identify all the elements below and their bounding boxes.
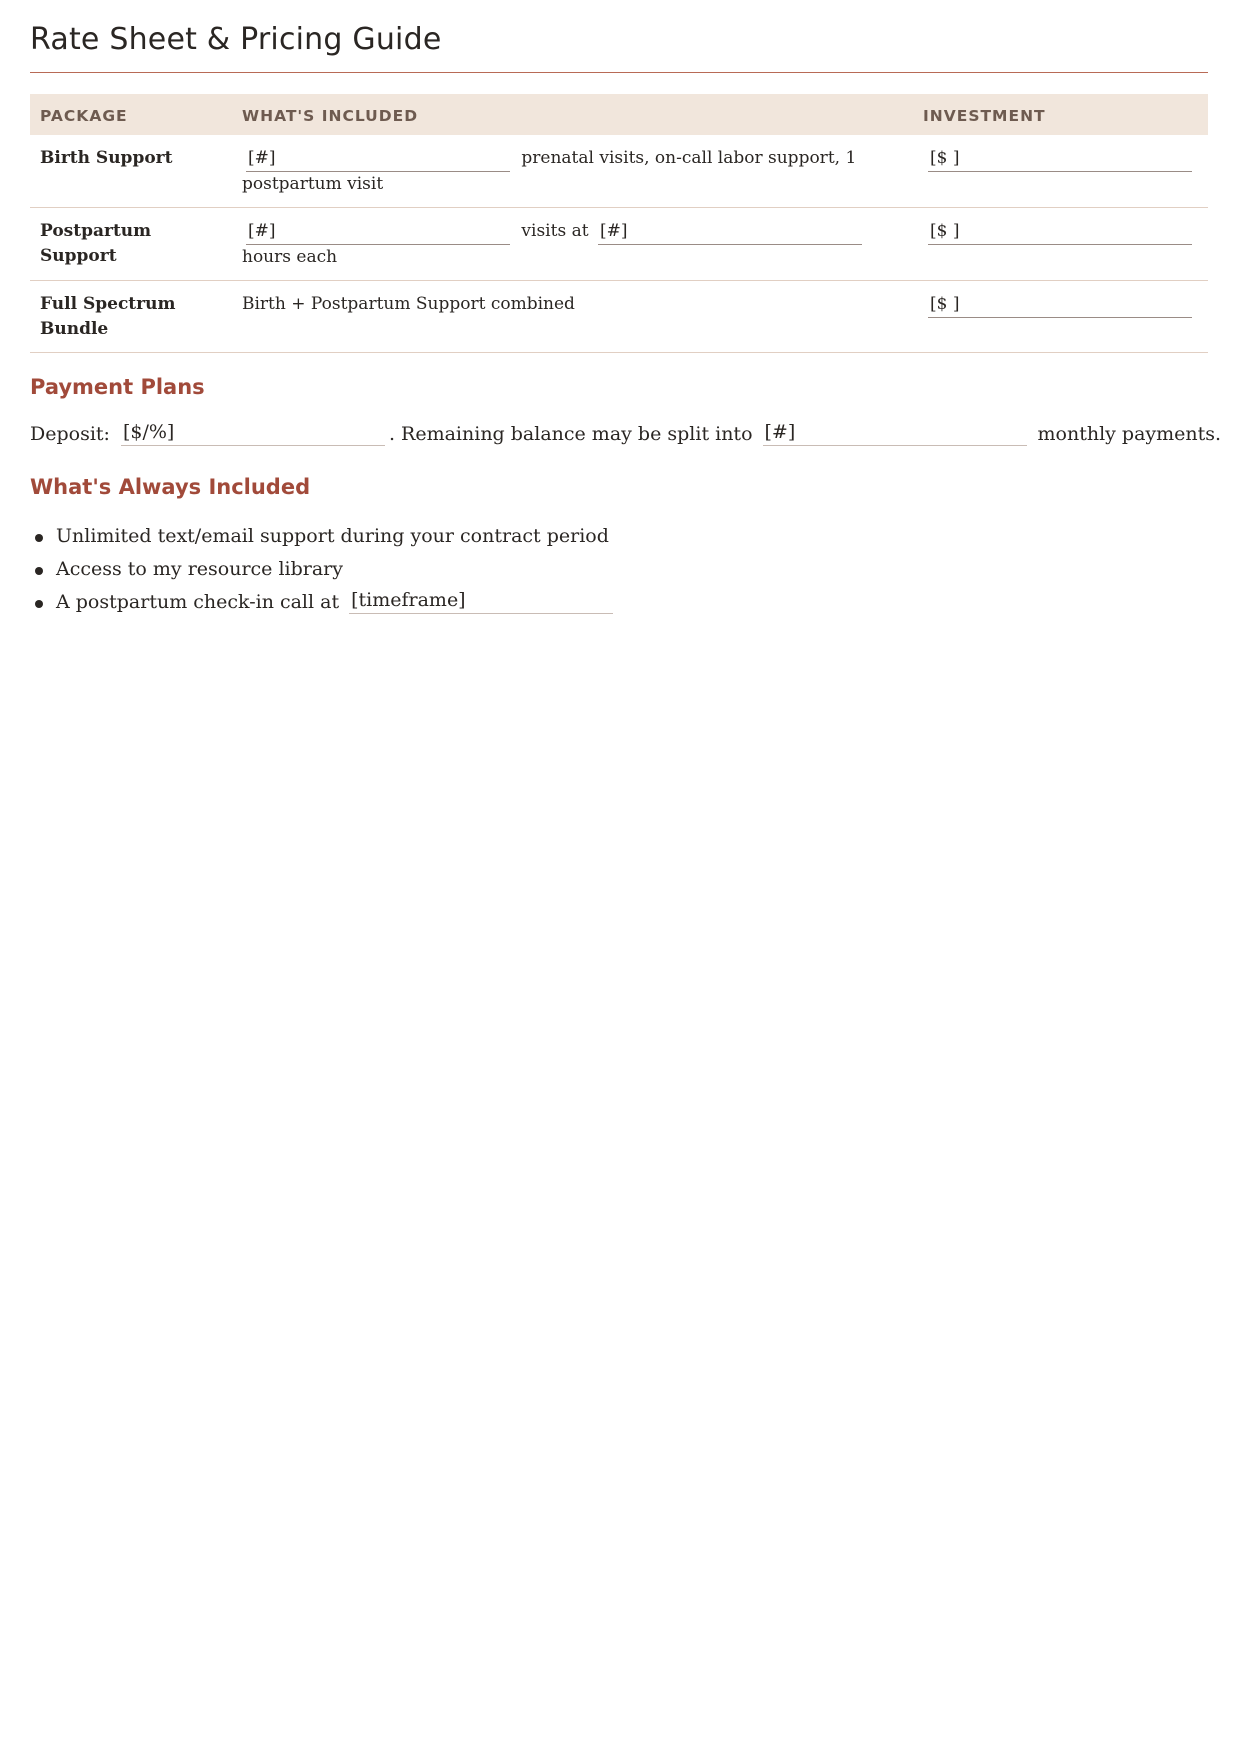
payment-count-field[interactable]: [#] xyxy=(763,420,1027,446)
package-name: Postpartum Support xyxy=(30,208,232,281)
table-header-row xyxy=(30,94,1208,135)
list-item xyxy=(30,588,1208,621)
postpartum-visit-count-field[interactable]: [#] xyxy=(246,219,510,245)
postpartum-support-price-field[interactable]: [$ ] xyxy=(928,219,1192,245)
deposit-field[interactable]: [$/%] xyxy=(121,420,385,446)
postpartum-hours-field[interactable]: [#] xyxy=(598,219,862,245)
always-included-heading: What's Always Included xyxy=(30,475,311,499)
header-included: WHAT'S INCLUDED xyxy=(232,94,913,135)
list-item-text: Unlimited text/email support during your contract period xyxy=(56,525,609,547)
payment-plans-heading: Payment Plans xyxy=(30,375,205,399)
investment-cell xyxy=(913,281,1208,353)
always-included-list xyxy=(30,522,1208,621)
header-package: PACKAGE xyxy=(30,94,232,135)
list-item xyxy=(30,522,1208,555)
table-row xyxy=(30,135,1208,208)
deposit-line xyxy=(30,420,1230,448)
birth-support-price-field[interactable]: [$ ] xyxy=(928,146,1192,172)
included-text: Birth + Postpartum Support combined xyxy=(242,294,575,314)
included-text: prenatal visits, on-call labor support, 1 postpartum visit xyxy=(242,148,857,194)
list-item-text: Access to my resource library xyxy=(56,558,343,580)
list-item xyxy=(30,555,1208,588)
included-cell xyxy=(232,135,913,208)
rate-table xyxy=(30,94,1208,353)
package-name: Birth Support xyxy=(30,135,232,208)
table-row xyxy=(30,281,1208,353)
investment-cell xyxy=(913,135,1208,208)
deposit-end-text: monthly payments. xyxy=(1037,423,1222,445)
deposit-label: Deposit: xyxy=(30,423,110,445)
header-investment: INVESTMENT xyxy=(913,94,1208,135)
page-title: Rate Sheet & Pricing Guide xyxy=(30,22,442,57)
deposit-middle-text: . Remaining balance may be split into xyxy=(388,423,753,445)
package-name: Full Spectrum Bundle xyxy=(30,281,232,353)
bullet-icon xyxy=(35,534,43,542)
bullet-icon xyxy=(35,600,43,608)
prenatal-visit-count-field[interactable]: [#] xyxy=(246,146,510,172)
title-divider xyxy=(30,72,1208,73)
timeframe-field[interactable]: [timeframe] xyxy=(349,588,613,614)
included-cell xyxy=(232,281,913,353)
included-cell xyxy=(232,208,913,281)
table-row xyxy=(30,208,1208,281)
investment-cell xyxy=(913,208,1208,281)
bullet-icon xyxy=(35,567,43,575)
bundle-price-field[interactable]: [$ ] xyxy=(928,292,1192,318)
list-item-text: A postpartum check-in call at xyxy=(56,591,340,613)
included-text-end: hours each xyxy=(242,247,338,267)
included-text: visits at xyxy=(521,221,589,241)
